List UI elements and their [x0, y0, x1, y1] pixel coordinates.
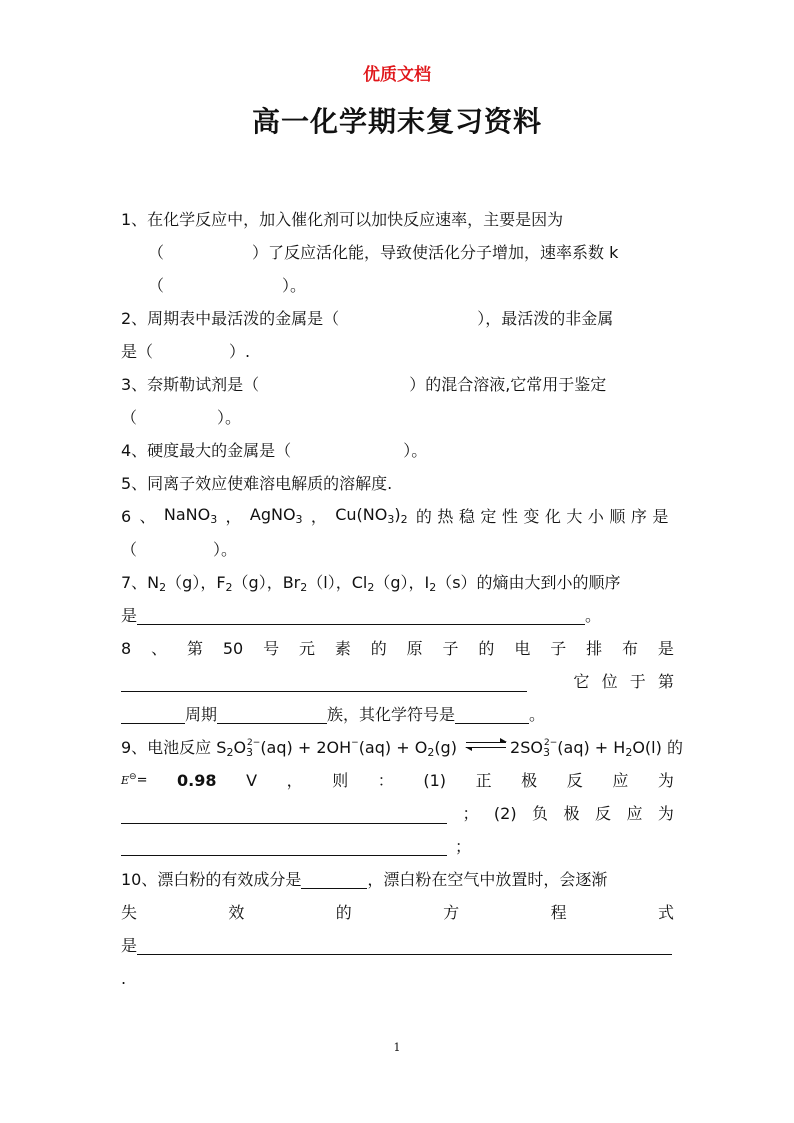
question-list	[121, 203, 683, 995]
q2-line1	[121, 302, 674, 335]
q5-text: 5、同离子效应使难溶电解质的溶解度.	[121, 474, 393, 493]
q8-w9: 子	[442, 639, 459, 658]
q9-sub-3: 2	[427, 746, 435, 759]
q9-part-2: (2)	[493, 804, 517, 823]
q9-line3	[121, 797, 674, 830]
q8-group-text: 族，其化学符号是	[327, 705, 456, 724]
q7-sub-2: 2	[225, 581, 233, 594]
q9-w-fan: 反	[566, 771, 583, 790]
q1-line1	[121, 203, 674, 236]
q8-w2: 第	[186, 639, 203, 658]
q8-period-mark: 。	[529, 705, 546, 724]
q8-w12: 子	[550, 639, 567, 658]
q8-w19: 第	[657, 672, 674, 691]
q8-w16: 它	[573, 672, 590, 691]
q8-w1: 、	[151, 639, 168, 658]
q6-formula-1: NaNO	[163, 504, 211, 524]
q8-w6: 素	[334, 639, 351, 658]
q8-w11: 电	[514, 639, 531, 658]
q3-paren-close: ）。	[217, 408, 242, 427]
page-number: 1	[393, 1041, 401, 1054]
q7-text-5: （g），I	[374, 573, 430, 592]
q9-comma: ，	[286, 771, 303, 790]
q10-w3: 方	[443, 903, 460, 922]
q6-line1	[121, 500, 674, 533]
q9-line1	[121, 731, 683, 764]
q9-w-zheng: 正	[475, 771, 492, 790]
q9-semicolon-2: ；	[455, 837, 472, 856]
q10-line2	[121, 896, 674, 929]
q7-text-7: 是	[121, 606, 138, 625]
q6-text: 的热稳定性变化大小顺序是	[415, 507, 674, 526]
q1-paren-close: ）。	[282, 276, 307, 295]
q8-answer-blank[interactable]	[121, 671, 527, 692]
q9-positive-blank[interactable]	[121, 803, 447, 824]
q9-ze: 则	[332, 771, 349, 790]
q1-line3	[121, 269, 674, 302]
q9-w-wei: 为	[657, 771, 674, 790]
q8-w13: 排	[586, 639, 603, 658]
q2-text-2: ），最活泼的非金属	[477, 309, 614, 328]
q6-line2	[121, 533, 674, 566]
q7-line2	[121, 599, 674, 632]
q8-w17: 位	[601, 672, 618, 691]
q9-text-5: (g)	[434, 738, 457, 757]
q9-line2	[121, 764, 674, 797]
q8-w5: 元	[298, 639, 315, 658]
q7-sub-1: 2	[159, 581, 167, 594]
q8-w0: 8	[121, 639, 132, 658]
q9-value: 0.98	[177, 771, 217, 790]
q9-sub-4: 3	[542, 746, 550, 759]
q8-w4: 号	[263, 639, 280, 658]
q3-paren-open: （	[121, 408, 138, 427]
q10-blank-1[interactable]	[301, 868, 367, 889]
q2-text-3: 是（	[121, 342, 154, 361]
q6-sub-1: 3	[210, 512, 218, 526]
q9-w-ying: 应	[612, 771, 629, 790]
q10-text-2: ，漂白粉在空气中放置时，会逐渐	[367, 870, 608, 889]
q3-line2	[121, 401, 674, 434]
q9-text-8: O(l) 的	[632, 738, 683, 757]
q2-text: 2、周期表中最活泼的金属是（	[121, 309, 340, 328]
q9-negative-blank[interactable]	[121, 835, 447, 856]
q6-number: 6	[121, 507, 132, 526]
q8-line3	[121, 698, 674, 731]
q6-agno3	[250, 498, 303, 536]
q2-line2	[121, 335, 674, 368]
q9-w-ying-2: 应	[626, 804, 643, 823]
q9-w-fu: 负	[532, 804, 549, 823]
q9-w-wei-2: 为	[657, 804, 674, 823]
q9-w-ji: 极	[521, 771, 538, 790]
q3-text: 3、奈斯勒试剂是（	[121, 375, 260, 394]
q6-paren-close: ）。	[213, 540, 238, 559]
q6-sub-3: 3	[387, 512, 395, 526]
q10-w2: 的	[335, 903, 352, 922]
q9-sup-1: 2−	[247, 738, 261, 748]
q1-text-2: ）了反应活化能，导致使活化分子增加，速率系数 k	[252, 243, 619, 262]
q10-line3	[121, 929, 674, 962]
q6-comma-1: ，	[225, 507, 242, 526]
q4-paren-close: ）。	[403, 441, 428, 460]
q1-text: 1、在化学反应中，加入催化剂可以加快反应速率，主要是因为	[121, 210, 564, 229]
q8-w18: 于	[629, 672, 646, 691]
q6-formula-3: Cu(NO	[335, 504, 388, 524]
q7-text-6: （s）的熵由大到小的顺序	[436, 573, 621, 592]
q7-text-1: 7、N	[121, 573, 160, 592]
q9-e-ring: ⊖	[129, 772, 137, 782]
q10-equation-blank[interactable]	[137, 934, 672, 955]
q10-w0: 失	[121, 903, 138, 922]
q8-line2	[121, 665, 674, 698]
q7-text-3: （g），Br	[232, 573, 301, 592]
q9-part-1: (1)	[423, 771, 447, 790]
q6-comma-2: ，	[310, 507, 327, 526]
q7-text-4: （l），Cl	[307, 573, 368, 592]
q7-sub-4: 2	[367, 581, 375, 594]
q6-sub-4: 2	[400, 512, 408, 526]
q3-line1	[121, 368, 674, 401]
q7-period: 。	[585, 606, 602, 625]
q9-text-1: 9、电池反应 S	[121, 738, 227, 757]
q9-unit: V	[246, 771, 258, 790]
q8-w3: 50	[222, 639, 244, 658]
q8-line1	[121, 632, 674, 665]
q9-equals: =	[136, 773, 148, 788]
q6-cuno32	[335, 498, 407, 536]
q10-period: .	[121, 969, 127, 988]
q9-text-3: (aq) + 2OH	[260, 738, 352, 757]
q8-w10: 的	[478, 639, 495, 658]
q10-w4: 程	[550, 903, 567, 922]
q9-text-4: (aq) + O	[358, 738, 428, 757]
q9-text-7: (aq) + H	[557, 738, 626, 757]
q1-paren-open-2: （	[148, 276, 165, 295]
q4-line	[121, 434, 674, 467]
q8-period-blank[interactable]	[121, 703, 185, 724]
q7-sub-3: 2	[300, 581, 308, 594]
q1-line2	[121, 236, 674, 269]
q9-text-2: O	[233, 738, 247, 757]
q10-text-1: 10、漂白粉的有效成分是	[121, 870, 302, 889]
q6-paren-open: （	[121, 540, 138, 559]
q8-w15: 是	[657, 639, 674, 658]
q8-symbol-blank[interactable]	[455, 703, 529, 724]
brand-header: 优质文档	[363, 65, 431, 85]
q8-w8: 原	[406, 639, 423, 658]
q7-text-2: （g），F	[166, 573, 226, 592]
q1-paren-open: （	[148, 243, 165, 262]
q8-group-blank[interactable]	[217, 703, 327, 724]
q9-sup-3: 2−	[543, 738, 558, 748]
q9-e-symbol: E	[121, 774, 130, 787]
q4-text: 4、硬度最大的金属是（	[121, 441, 292, 460]
q7-line1	[121, 566, 674, 599]
q2-text-4: ）.	[229, 342, 251, 361]
q7-answer-blank[interactable]	[137, 604, 585, 625]
q9-w-ji-2: 极	[563, 804, 580, 823]
q9-semicolon: ；	[462, 804, 479, 823]
q10-w1: 效	[228, 903, 245, 922]
q10-text-3: 是	[121, 936, 138, 955]
q7-sub-5: 2	[429, 581, 437, 594]
q9-w-fan-2: 反	[594, 804, 611, 823]
q9-sub-5: 2	[625, 746, 633, 759]
q6-nano3	[164, 498, 217, 536]
q8-w14: 布	[621, 639, 638, 658]
q9-colon: ：	[377, 771, 394, 790]
q10-w5: 式	[657, 903, 674, 922]
q3-text-2: ）的混合溶液,它常用于鉴定	[409, 375, 607, 394]
q8-w7: 的	[370, 639, 387, 658]
page-title: 高一化学期末复习资料	[251, 105, 542, 138]
q10-line1	[121, 863, 674, 896]
q6-sep: 、	[139, 507, 156, 526]
q10-line4	[121, 962, 674, 995]
q8-period-text: 周期	[185, 705, 218, 724]
q9-sub-2: 3	[246, 746, 254, 759]
q9-e-standard	[121, 762, 147, 799]
q6-paren: )	[394, 504, 401, 524]
q9-sub-1: 2	[226, 746, 234, 759]
q9-text-6: 2SO	[510, 738, 543, 757]
equilibrium-arrow-icon	[466, 740, 506, 752]
q9-sup-2: −	[351, 738, 359, 748]
q6-sub-2: 3	[295, 512, 303, 526]
q6-formula-2: AgNO	[249, 504, 296, 524]
q5-line	[121, 467, 674, 500]
q9-line4	[121, 830, 674, 863]
